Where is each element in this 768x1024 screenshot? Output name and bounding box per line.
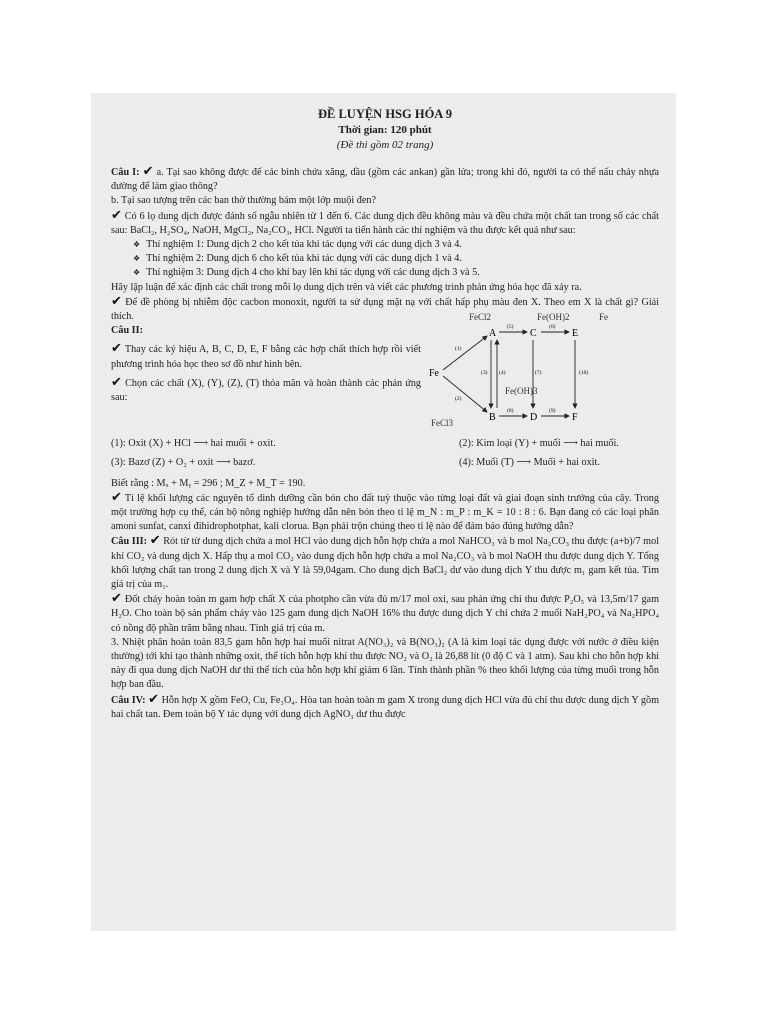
exam-time: Thời gian: 120 phút (338, 124, 432, 136)
checkmark-icon: ✔ (111, 489, 122, 505)
cau2-q1-text: Thay các ký hiệu A, B, C, D, E, F bằng các hợp chất thích hợp rồi viết phương trình hóa học theo sơ đồ như hình bên. (111, 344, 421, 370)
exam-page-note: (Đề thi gồm 02 trang) (336, 139, 434, 151)
cau4-label: Câu IV: (111, 694, 146, 706)
checkmark-icon: ✔ (111, 374, 122, 390)
diagram-step-8: (8) (507, 408, 514, 415)
diagram-step-9: (9) (549, 408, 556, 415)
reaction-3: (3): Bazơ (Z) + O₂ + oxit ⟶ bazơ. (111, 457, 256, 469)
checkmark-icon: ✔ (148, 691, 159, 707)
cau2-q3-text: Tỉ lệ khối lượng các nguyên tố dinh dưỡng cần bón cho đất tuỳ thuộc vào từng loại đất và giai đoạn sinh trưởng của cây. Trong một trường hợp cụ thể, cán bộ nông nghiệp hướng dẫn nên bón theo tỉ lệ m_N : m_P : m_K = 10 : 8 : 6. Bạn đang có các loại phân amoni sunfat, canxi đihidrophotphat, kali clorua. Bạn phải trộn chúng theo tỉ lệ nào để đảm bảo đúng hướng dẫn? (111, 492, 659, 533)
cau2-left (111, 324, 421, 405)
handwritten-note-feoh3: Fe(OH)3 (505, 386, 538, 397)
exam-content (111, 105, 659, 722)
handwritten-note-fe: Fe (599, 312, 608, 323)
cau2-question-2 (111, 376, 421, 405)
diagram-step-3: (3) (481, 370, 488, 377)
cau2-question-3 (111, 491, 659, 535)
checkmark-icon: ✔ (142, 164, 154, 179)
cau3-question-2 (111, 592, 659, 636)
checkmark-icon: ✔ (111, 591, 122, 607)
cau1-question-2 (111, 209, 659, 238)
cau3-label: Câu III: (111, 536, 148, 548)
cau2-label: Câu II: (111, 325, 143, 337)
handwritten-note-fecl2: FeCl2 (469, 312, 492, 323)
diagram-step-5: (5) (507, 324, 514, 331)
diagram-node-b: B (489, 412, 496, 424)
cau2-given: Biết rằng : Mₓ + Mᵧ = 296 ; M_Z + M_T = 190. (111, 477, 306, 489)
diagram-step-7: (7) (535, 370, 542, 377)
checkmark-icon: ✔ (149, 533, 161, 549)
cau1-label: Câu I: (111, 167, 140, 178)
exam-title: ĐỀ LUYỆN HSG HÓA 9 (317, 107, 453, 121)
experiment-2: ❖ Thí nghiệm 2: Dung dịch 6 cho kết tủa khi tác dụng với các dung dịch 1 và 4. (111, 252, 659, 266)
diagram-node-c: C (530, 328, 537, 340)
diagram-step-4: (4) (499, 370, 506, 377)
cau1-q3-text: Để đề phòng bị nhiễm độc cacbon monoxit, người ta sử dụng mặt nạ với chất hấp phụ màu đen X. Theo em X là chất gì? Giải thích. (111, 296, 659, 323)
diagram-node-fe: Fe (429, 368, 439, 380)
cau1-b-text: b. Tại sao tượng trên các ban thờ thường bám một lớp muội đen? (111, 195, 376, 207)
cau3-q1-text: Rót từ từ dung dịch chứa a mol HCl vào dung dịch hỗn hợp chứa a mol NaHCO₃ và b mol Na₂CO₃ thu được (a+b)/7 mol khí CO₂ và dung dịch X. Hấp thụ a mol CO₂ vào dung dịch hỗn hợp chứa a mol Na₂CO₃ và b mol NaOH thu được dung dịch Y. Tổng khối lượng chất tan trong 2 dung dịch X và Y là 59,04gam. Cho dung dịch BaCl₂ dư vào dung dịch Y thu được m₁ gam kết tủa. Tìm giá trị của m₁. (111, 536, 660, 591)
cau1-q2-end: Hãy lập luận để xác định các chất trong mỗi lọ dung dịch trên và viết các phương trình phản ứng hóa học đã xảy ra. (111, 281, 582, 293)
cau3-q2-text: Đốt cháy hoàn toàn m gam hợp chất X của photpho cần vừa đủ m/17 mol oxi, sau phản ứng chỉ thu được P₂O₅ và 13,5m/17 gam H₂O. Cho toàn bộ sản phẩm cháy vào 125 gam dung dịch NaOH 16% thu được dung dịch Y chỉ chứa 2 muối NaH₂PO₄ và Na₂HPO₄ có nồng độ phần trăm bằng nhau. Tính giá trị của m. (111, 594, 660, 634)
reaction-2: (2): Kim loại (Y) + muối ⟶ hai muối. (459, 438, 619, 450)
handwritten-note-fecl3: FeCl3 (431, 418, 454, 429)
checkmark-icon: ✔ (111, 293, 122, 309)
handwritten-note-feoh2: Fe(OH)2 (537, 312, 570, 323)
reaction-row-2 (111, 456, 659, 470)
cau4-question-1 (111, 693, 659, 722)
diagram-step-2: (2) (455, 396, 462, 403)
experiment-3: ❖ Thí nghiệm 3: Dung dịch 4 cho khí bay lên khi tác dụng với các dung dịch 3 và 5. (111, 266, 659, 280)
diagram-node-d: D (530, 412, 538, 424)
cau1-part-a (111, 165, 659, 194)
cau1-a-text: a. Tại sao không được để các bình chứa xăng, dầu (gồm các ankan) gần lửa; trong khi đó, người ta có thể nấu chảy nhựa đường để làm giao thông? (111, 167, 659, 193)
checkmark-icon: ✔ (111, 341, 122, 357)
diagram-step-6: (6) (549, 324, 556, 331)
cau1-q2-text: Có 6 lọ dung dịch được đánh số ngẫu nhiên từ 1 đến 6. Các dung dịch đều không màu và đều chứa một chất tan trong số các chất sau: BaCl₂, H₂SO₄, NaOH, MgCl₂, Na₂CO₃, HCl. Người ta tiến hành các thí nghiệm và thu được kết quả như sau: (111, 210, 659, 236)
reaction-4: (4): Muối (T) ⟶ Muối + hai oxit. (459, 457, 600, 469)
cau2-question-1 (111, 342, 421, 371)
exam-paper (91, 93, 676, 931)
diagram-step-10: (10) (579, 370, 589, 377)
experiment-1: ❖ Thí nghiệm 1: Dung dịch 2 cho kết tủa khi tác dụng với các dung dịch 3 và 4. (111, 238, 659, 252)
cau2-block (111, 312, 659, 432)
exam-header (111, 105, 659, 153)
diagram-node-a: A (489, 328, 497, 340)
diagram-node-f: F (572, 412, 578, 424)
reaction-scheme-diagram (429, 312, 619, 430)
cau2-q2-text: Chọn các chất (X), (Y), (Z), (T) thỏa mãn và hoàn thành các phản ứng sau: (111, 377, 422, 404)
checkmark-icon: ✔ (111, 207, 122, 223)
cau4-q1-text: Hỗn hợp X gồm FeO, Cu, Fe₃O₄. Hòa tan hoàn toàn m gam X trong dung dịch HCl vừa đủ chỉ thu được dung dịch Y gồm hai chất tan. Đem toàn bộ Y tác dụng với dung dịch AgNO₃ dư thu được (111, 694, 660, 720)
reaction-row-1 (111, 437, 659, 451)
diagram-node-e: E (572, 328, 579, 340)
cau3-question-1 (111, 534, 659, 592)
reaction-1: (1): Oxit (X) + HCl ⟶ hai muối + oxit. (111, 438, 276, 450)
cau3-question-3: 3. Nhiệt phân hoàn toàn 83,5 gam hỗn hợp hai muối nitrat A(NO₃)₂ và B(NO₃)₂ (A là kim loại tác dụng được với nước ở điều kiện thường) tới khi tạo thành những oxit, thể tích hỗn hợp khí thu được NO₂ và O₂ là 26,88 lít (0 độ C và 1 atm). Sau khi cho hỗn hợp khí này đi qua dung dịch NaOH dư thì thể tích của hỗn hợp khí giảm 6 lần. Tính thành phần % theo khối lượng của từng muối trong hỗn hợp ban đầu. (111, 636, 659, 691)
diagram-step-1: (1) (455, 346, 462, 353)
